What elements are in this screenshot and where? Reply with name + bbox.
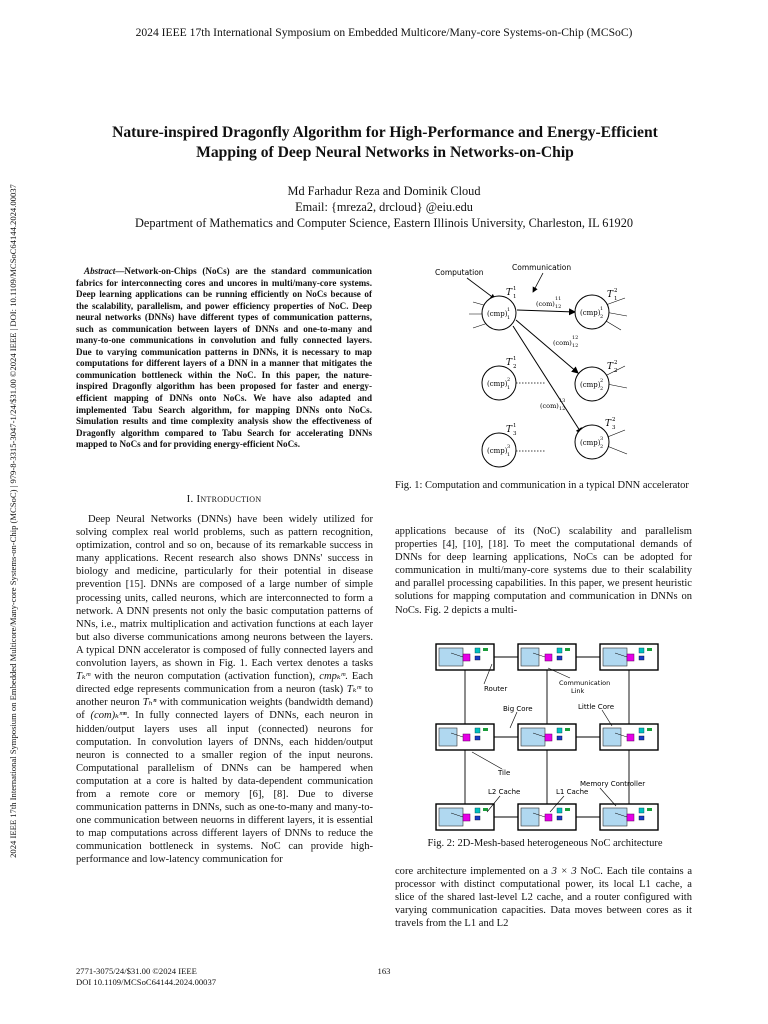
svg-text:2: 2: [614, 360, 618, 366]
core: [521, 648, 539, 666]
svg-text:1: 1: [513, 423, 517, 429]
l1-cache: [639, 648, 644, 653]
svg-text:2: 2: [600, 386, 604, 392]
abstract-label: Abstract: [84, 266, 116, 276]
fig1-edge-label: [536, 296, 561, 310]
author-affiliation: Department of Mathematics and Computer Science, Eastern Illinois University, Charleston, IL 61920: [134, 216, 633, 230]
fig1-edge-label: [540, 398, 565, 412]
abstract-text: —Network-on-Chips (NoCs) are the standard communication fabrics for interconnecting cores and uncores in multi/many-core systems. Deep learning applications can be running efficiently on NoCs because of the scalability, parallelism, and power efficiency properties of NoC. Deep neural networks (DNNs) have different types of communication patterns, such as communication between layers of DNNs and one-to-many and many-to-one communications in convolution and fully connected layers. Due to varying communication patterns in DNNs, it is necessary to map computations for different layers of a DNN in a manner that mitigates the communication bottleneck within the NoC. In this paper, the nature-inspired Dragonfly algorithm has been proposed for faster and energy-efficient mapping of DNNs onto NoCs. We have also adapted and implemented Tabu Search algorithm, for mapping DNNs onto NoCs. Simulation results and time complexity analysis show the effectiveness of Dragonfly algorithm compared to Tabu Search for accelerating DNNs mapped to NoCs and for providing energy-efficient NoCs.: [76, 266, 372, 450]
noc-tile: [436, 724, 494, 750]
label-l2-cache: L2 Cache: [488, 788, 521, 796]
noc-tile: [436, 804, 494, 830]
fig1-label-computation: Computation: [435, 268, 484, 277]
footer-price: 2771-3075/24/$31.00 ©2024 IEEE: [76, 966, 197, 976]
l2-cache: [557, 656, 562, 660]
router: [627, 734, 634, 741]
svg-text:2: 2: [612, 417, 616, 423]
memory-block: [565, 808, 570, 811]
svg-text:(com): (com): [540, 402, 559, 410]
svg-text:1: 1: [507, 452, 511, 458]
svg-text:2: 2: [614, 288, 618, 294]
svg-text:(cmp): (cmp): [487, 380, 508, 388]
svg-text:12: 12: [572, 343, 579, 349]
svg-text:12: 12: [572, 335, 579, 341]
l2-cache: [475, 816, 480, 820]
svg-text:T: T: [506, 288, 513, 298]
l1-cache: [557, 808, 562, 813]
core: [439, 648, 463, 666]
label-big-core: Big Core: [503, 705, 533, 713]
l2-cache: [639, 736, 644, 740]
router: [463, 734, 470, 741]
label-link: Link: [571, 687, 585, 695]
author-email: Email: {mreza2, drcloud} @eiu.edu: [295, 200, 473, 214]
router: [545, 814, 552, 821]
core: [439, 808, 463, 826]
router: [545, 734, 552, 741]
figure-1-caption: Fig. 1: Computation and communication in a typical DNN accelerator: [395, 480, 689, 491]
svg-text:1: 1: [513, 356, 517, 362]
memory-block: [483, 808, 488, 811]
svg-text:1: 1: [513, 286, 517, 292]
memory-block: [647, 648, 652, 651]
svg-text:1: 1: [600, 306, 604, 312]
introduction-paragraph: Deep Neural Networks (DNNs) have been widely utilized for solving complex real world problems, such as pattern recognition, optimization, control and so on, because of its remarkable success in many applications. Recent research also shows DNNs' success in biology and medicine, particularly for their potential in disease prevention [15]. DNNs are composed of a large number of simple processing units, called neurons, which are interconnected to form a network. A DNN presents not only the basic computation patterns of NNs, i.e., matrix multiplication and activation functions at each layer but also diverse communications among neurons between the layers. A typical DNN accelerator is composed of fully connected layers and convolution layers, as shown in Fig. 1. Each vertex denotes a tasks Tₖᵐ with the neuron computation (activation function), cmpₖᵐ. Each directed edge represents communication from a neuron (task) Tₖᵐ to another neuron Tₕⁿ with communication weights (bandwidth demand) of (com)ₖᵐⁿ. In fully connected layers of DNNs, each neuron in hidden/output layers uses all input (connected) neurons for computation. In convolution layers of DNNs, each hidden/output neuron is connected to a smaller region of the input neurons. Computational parallelism of DNNs can be hampered when computation at a core is halted by data-dependent communication from a remote core or memory [6], [8]. Due to diverse communication patterns in DNNs, such as one-to-many and many-to-one communication between neuorns in different layers, it is essential to map computations across different layers of DNNs to reduce the communication bottleneck in systems. NoC can provide high-performance and low-latency communication for: [76, 514, 374, 866]
l2-cache: [475, 656, 480, 660]
footer-copyright: [76, 966, 216, 987]
svg-text:T: T: [607, 290, 614, 300]
abstract: [76, 266, 372, 451]
router: [627, 814, 634, 821]
svg-text:T: T: [506, 358, 513, 368]
svg-text:T: T: [506, 425, 513, 435]
memory-block: [483, 728, 488, 731]
svg-text:(cmp): (cmp): [487, 447, 508, 455]
svg-text:2: 2: [600, 444, 604, 450]
l2-cache: [557, 736, 562, 740]
svg-text:(com): (com): [553, 339, 572, 347]
svg-text:1: 1: [614, 296, 618, 302]
core: [521, 808, 539, 826]
fig1-node: [482, 423, 517, 467]
right-column-paragraph-1: applications because of its (NoC) scalability and parallelism properties [4], [10], [18]. To meet the computational demands of DNNs for deep learning applications, NoCs can be adopted for communication in multi/many-core systems due to their scalability and parallel processing capabilities. In this paper, we present heuristic solutions for mapping computation and communication in DNNs on NoCs. Fig. 2 depicts a multi-: [395, 526, 692, 616]
l2-cache: [639, 816, 644, 820]
core: [603, 808, 627, 826]
l1-cache: [557, 728, 562, 733]
svg-text:1: 1: [507, 315, 511, 321]
figure-2-caption: Fig. 2: 2D-Mesh-based heterogeneous NoC architecture: [427, 838, 663, 849]
svg-text:13: 13: [559, 398, 566, 404]
svg-text:(cmp): (cmp): [580, 381, 601, 389]
noc-tile: [518, 804, 576, 830]
l2-cache: [639, 656, 644, 660]
svg-text:T: T: [607, 362, 614, 372]
svg-text:(com): (com): [536, 300, 555, 308]
footer-doi: DOI 10.1109/MCSoC64144.2024.00037: [76, 976, 217, 987]
l1-cache: [557, 648, 562, 653]
noc-tile: [518, 644, 576, 670]
svg-text:(cmp): (cmp): [580, 439, 601, 447]
svg-text:2: 2: [507, 377, 511, 383]
fig1-node: [575, 360, 618, 401]
label-l1-cache: L1 Cache: [556, 788, 589, 796]
noc-tile: [518, 724, 576, 750]
noc-tile: [600, 804, 658, 830]
memory-block: [565, 728, 570, 731]
svg-text:11: 11: [555, 296, 562, 302]
svg-text:(cmp): (cmp): [580, 309, 601, 317]
router: [463, 654, 470, 661]
svg-text:12: 12: [555, 304, 562, 310]
memory-block: [483, 648, 488, 651]
l1-cache: [475, 648, 480, 653]
router: [463, 814, 470, 821]
memory-block: [647, 728, 652, 731]
introduction-body: [76, 513, 373, 867]
fig1-label-communication: Communication: [512, 263, 572, 272]
svg-text:2: 2: [600, 314, 604, 320]
core: [603, 728, 621, 746]
fig1-node: [482, 286, 517, 330]
title-line-2: Mapping of Deep Neural Networks in Networks-on-Chip: [196, 144, 574, 161]
router: [627, 654, 634, 661]
svg-text:3: 3: [513, 431, 517, 437]
right-column-paragraph-2: core architecture implemented on a 3 × 3 NoC. Each tile contains a processor with distinct computational power, its local L1 cache, a slice of the shared last-level L2 cache, and a router configured with varying communication capacities. Data moves between cores as it travels from the L1 and L2: [395, 866, 693, 930]
svg-text:T: T: [605, 419, 612, 429]
label-router: Router: [484, 685, 508, 693]
noc-tile: [600, 724, 658, 750]
svg-text:12: 12: [559, 406, 566, 412]
svg-text:2: 2: [513, 364, 517, 370]
svg-text:2: 2: [600, 378, 604, 384]
core: [603, 648, 627, 666]
l1-cache: [475, 808, 480, 813]
noc-tile: [600, 644, 658, 670]
svg-text:1: 1: [507, 307, 511, 313]
router: [545, 654, 552, 661]
core: [521, 728, 545, 746]
svg-text:(cmp): (cmp): [487, 310, 508, 318]
label-little-core: Little Core: [578, 703, 615, 711]
conference-header: 2024 IEEE 17th International Symposium on Embedded Multicore/Many-core Systems-on-Chip (MCSoC): [135, 26, 633, 39]
fig1-node: [482, 356, 517, 400]
noc-tile: [436, 644, 494, 670]
fig1-edge-label: [553, 335, 578, 349]
memory-block: [565, 648, 570, 651]
label-memory-controller: Memory Controller: [580, 780, 646, 788]
l2-cache: [557, 816, 562, 820]
svg-text:3: 3: [600, 436, 604, 442]
label-tile: Tile: [498, 769, 511, 777]
svg-text:3: 3: [612, 425, 616, 431]
paper-title: [60, 123, 710, 163]
memory-block: [647, 808, 652, 811]
figure-1-dnn-graph: [395, 258, 695, 476]
title-line-1: Nature-inspired Dragonfly Algorithm for High-Performance and Energy-Efficient: [112, 124, 658, 141]
author-names: Md Farhadur Reza and Dominik Cloud: [287, 184, 481, 198]
svg-text:2: 2: [614, 368, 618, 374]
fig1-node: [575, 417, 616, 459]
page-number: 163: [377, 966, 391, 976]
svg-text:3: 3: [507, 444, 511, 450]
l2-cache: [475, 736, 480, 740]
side-note: 2024 IEEE 17th International Symposium on Embedded Multicore/Many-core Systems-on-Chip (MCSoC) | 979-8-3315-3047-1/24/$31.00 ©2024 IEEE | DOI: 10.1109/MCSoC64144.2024.00037: [8, 184, 18, 858]
l1-cache: [639, 728, 644, 733]
svg-text:1: 1: [513, 294, 517, 300]
label-communication: Communication: [559, 679, 611, 687]
fig1-node: [575, 288, 618, 329]
l1-cache: [639, 808, 644, 813]
section-heading: I. Introduction: [186, 493, 262, 505]
author-block: [0, 183, 768, 231]
core: [439, 728, 457, 746]
l1-cache: [475, 728, 480, 733]
svg-text:1: 1: [507, 385, 511, 391]
figure-2-noc-mesh: [432, 640, 668, 832]
